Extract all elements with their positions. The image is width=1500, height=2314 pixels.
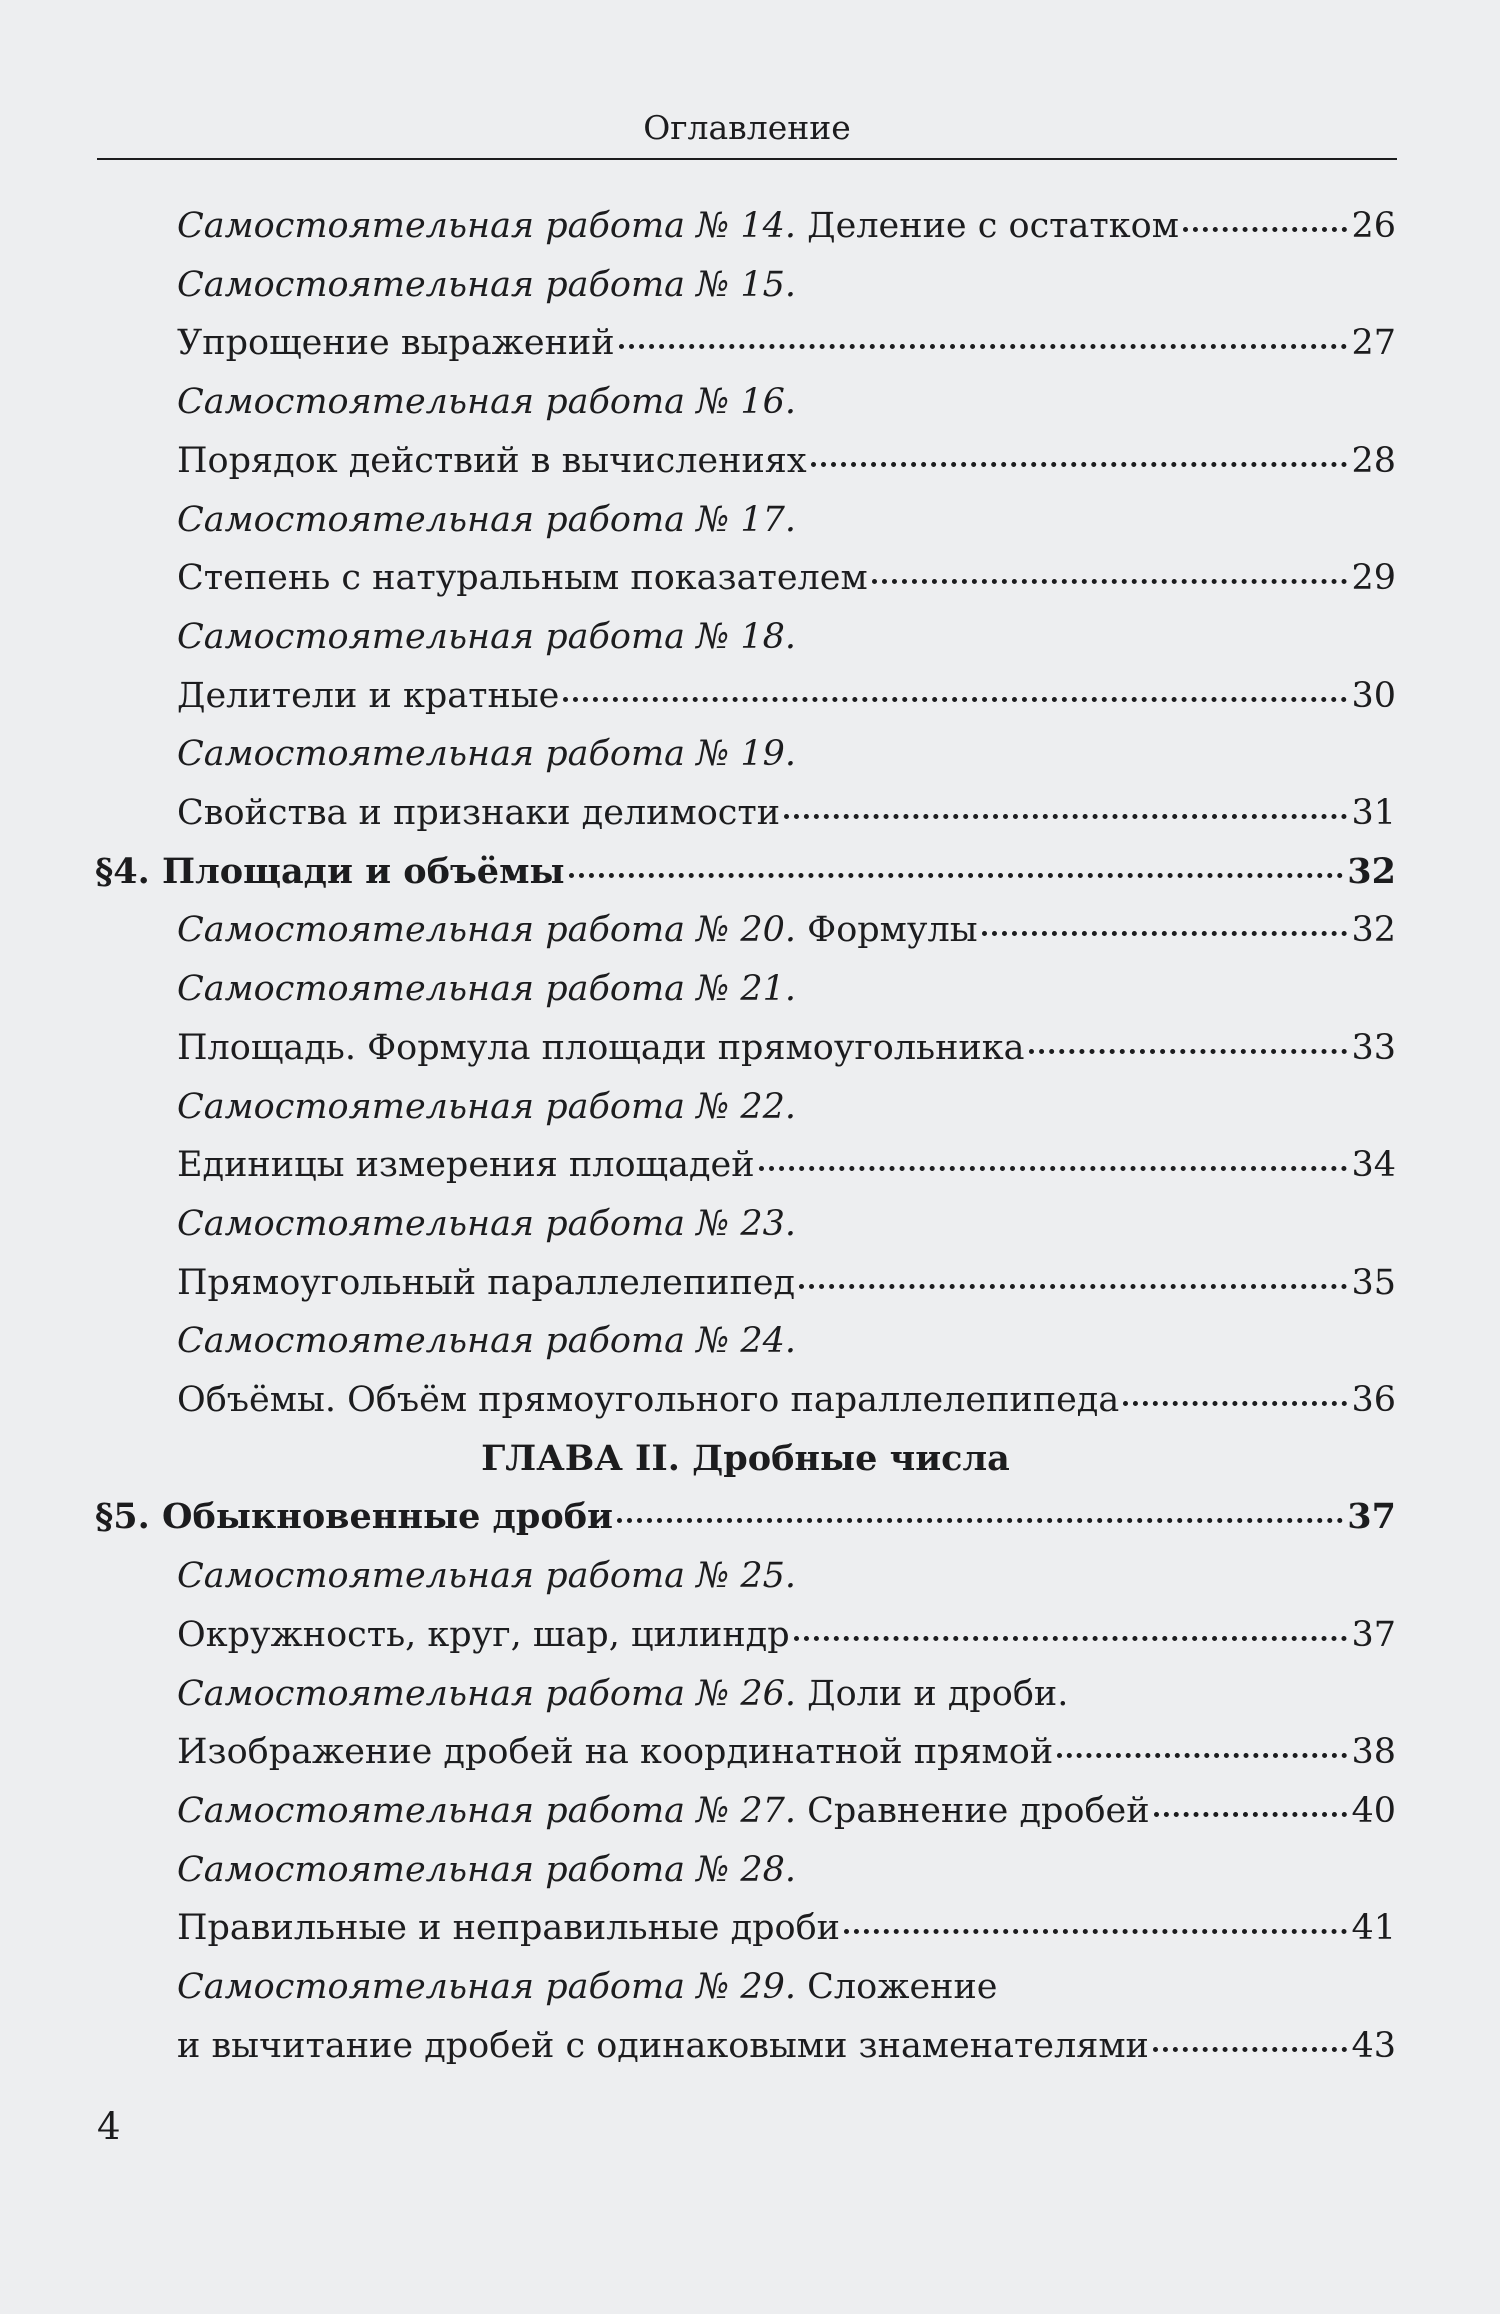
toc-entry-title bbox=[177, 1140, 755, 1190]
toc-entry-text: Изображение дробей на координатной прямой bbox=[177, 1732, 1054, 1772]
toc-entry bbox=[177, 1962, 1396, 2012]
toc-entry bbox=[177, 729, 1396, 779]
toc-entry-text: Делители и кратные bbox=[177, 676, 560, 716]
toc-entry-title bbox=[177, 729, 796, 779]
chapter-heading bbox=[95, 1434, 1396, 1484]
toc-entry bbox=[177, 788, 1396, 838]
toc-page-number: 29 bbox=[1351, 558, 1396, 598]
toc-entry-title bbox=[177, 2021, 1149, 2071]
toc-page-number: 27 bbox=[1351, 323, 1396, 363]
dot-leader bbox=[1123, 1401, 1347, 1406]
toc-entry-text: Окружность, круг, шар, цилиндр bbox=[177, 1615, 790, 1655]
toc-entry bbox=[177, 495, 1396, 545]
toc-entry bbox=[177, 260, 1396, 310]
toc-entry-title bbox=[177, 553, 868, 603]
dot-leader bbox=[982, 931, 1348, 936]
toc-entry-title bbox=[177, 318, 615, 368]
toc-page-number: 28 bbox=[1351, 441, 1396, 481]
toc-entry bbox=[177, 1316, 1396, 1366]
dot-leader bbox=[569, 873, 1344, 878]
toc-entry-title bbox=[95, 1492, 613, 1542]
dot-leader bbox=[1029, 1049, 1348, 1054]
toc-entry-text: Правильные и неправильные дроби bbox=[177, 1908, 841, 1948]
toc-entry-work-label: Самостоятельная работа № 29. bbox=[177, 1967, 797, 2007]
toc-entry-text: Степень с натуральным показателем bbox=[177, 558, 868, 598]
toc-entry bbox=[177, 1669, 1396, 1719]
toc-entry-title bbox=[177, 1023, 1025, 1073]
page-header: Оглавление bbox=[643, 108, 851, 147]
toc-entry-title bbox=[95, 847, 565, 897]
toc-entry-title bbox=[177, 964, 796, 1014]
toc-entry-title bbox=[177, 1316, 796, 1366]
toc-entry bbox=[177, 1199, 1396, 1249]
toc-page-number: 36 bbox=[1351, 1380, 1396, 1420]
toc-entry-work-label: Самостоятельная работа № 23. bbox=[177, 1204, 797, 1244]
toc-entry-work-label: Самостоятельная работа № 17. bbox=[177, 500, 797, 540]
toc-section bbox=[95, 847, 1396, 897]
toc-entry-work-label: Самостоятельная работа № 28. bbox=[177, 1850, 797, 1890]
toc-entry bbox=[177, 377, 1396, 427]
toc-entry bbox=[177, 1845, 1396, 1895]
toc-entry-work-label: Самостоятельная работа № 14. bbox=[177, 206, 797, 246]
toc-entry bbox=[177, 436, 1396, 486]
toc-page-number: 34 bbox=[1351, 1145, 1396, 1185]
toc-entry-text: Единицы измерения площадей bbox=[177, 1145, 755, 1185]
toc-entry-text: ГЛАВА II. Дробные числа bbox=[481, 1438, 1010, 1479]
toc-entry bbox=[177, 1786, 1396, 1836]
header-rule bbox=[97, 158, 1397, 160]
toc-entry-title bbox=[177, 1551, 796, 1601]
toc-entry bbox=[177, 1258, 1396, 1308]
toc-entry bbox=[177, 905, 1396, 955]
toc-section bbox=[95, 1492, 1396, 1542]
toc-page-number: 40 bbox=[1351, 1791, 1396, 1831]
toc-entry-title bbox=[177, 1903, 840, 1953]
toc-entry bbox=[177, 1903, 1396, 1953]
toc-entry-work-label: Самостоятельная работа № 18. bbox=[177, 617, 797, 657]
toc-entry-work-label: Самостоятельная работа № 21. bbox=[177, 969, 797, 1009]
toc-entry-title bbox=[177, 377, 796, 427]
dot-leader bbox=[1154, 1812, 1348, 1817]
toc-page-number: 32 bbox=[1351, 910, 1396, 950]
toc-entry-title bbox=[177, 905, 978, 955]
toc-entry-title bbox=[177, 1727, 1053, 1777]
toc-entry-title bbox=[177, 1845, 796, 1895]
toc-entry-text: §4. Площади и объёмы bbox=[95, 851, 565, 892]
toc-entry-title bbox=[177, 1610, 790, 1660]
toc-entry bbox=[177, 1727, 1396, 1777]
dot-leader bbox=[784, 814, 1347, 819]
dot-leader bbox=[872, 579, 1348, 584]
toc-entry bbox=[177, 553, 1396, 603]
toc-entry-title bbox=[177, 260, 796, 310]
toc-entry-text: Упрощение выражений bbox=[177, 323, 615, 363]
toc-entry-title bbox=[481, 1434, 1010, 1484]
toc-entry-work-label: Самостоятельная работа № 26. bbox=[177, 1674, 797, 1714]
toc-entry bbox=[177, 1082, 1396, 1132]
dot-leader bbox=[1183, 227, 1348, 232]
dot-leader bbox=[619, 344, 1348, 349]
dot-leader bbox=[811, 462, 1348, 467]
toc-entry-title bbox=[177, 1375, 1119, 1425]
toc-page-number: 35 bbox=[1351, 1263, 1396, 1303]
toc-entry bbox=[177, 201, 1396, 251]
toc-entry-work-label: Самостоятельная работа № 22. bbox=[177, 1087, 797, 1127]
toc-entry-text: Порядок действий в вычислениях bbox=[177, 441, 807, 481]
toc-entry-work-label: Самостоятельная работа № 20. bbox=[177, 910, 797, 950]
toc-page-number: 43 bbox=[1351, 2026, 1396, 2066]
dot-leader bbox=[794, 1636, 1348, 1641]
dot-leader bbox=[799, 1284, 1347, 1289]
toc-entry-title bbox=[177, 1962, 998, 2012]
toc-entry-title bbox=[177, 1786, 1150, 1836]
toc-entry bbox=[177, 671, 1396, 721]
toc-entry bbox=[177, 1140, 1396, 1190]
toc-entry-text: и вычитание дробей с одинаковыми знаменателями bbox=[177, 2026, 1149, 2066]
toc-entry bbox=[177, 964, 1396, 1014]
toc-entry-work-label: Самостоятельная работа № 24. bbox=[177, 1321, 797, 1361]
toc-page-number: 37 bbox=[1351, 1615, 1396, 1655]
toc-entry bbox=[177, 2021, 1396, 2071]
toc-entry-work-label: Самостоятельная работа № 19. bbox=[177, 734, 797, 774]
toc-entry-work-label: Самостоятельная работа № 16. bbox=[177, 382, 797, 422]
dot-leader bbox=[563, 697, 1347, 702]
toc-entry-text: Площадь. Формула площади прямоугольника bbox=[177, 1028, 1025, 1068]
toc-entry-title bbox=[177, 495, 796, 545]
toc-page-number: 33 bbox=[1351, 1028, 1396, 1068]
toc-page-number: 38 bbox=[1351, 1732, 1396, 1772]
dot-leader bbox=[759, 1166, 1348, 1171]
page-number: 4 bbox=[97, 2105, 121, 2148]
toc-entry-title bbox=[177, 1199, 796, 1249]
toc-page-number: 30 bbox=[1351, 676, 1396, 716]
toc-entry-work-label: Самостоятельная работа № 25. bbox=[177, 1556, 797, 1596]
toc-entry-text: Прямоугольный параллелепипед bbox=[177, 1263, 796, 1303]
toc-entry-title bbox=[177, 612, 796, 662]
dot-leader bbox=[1057, 1753, 1347, 1758]
toc-entry-title bbox=[177, 436, 807, 486]
toc-entry-title bbox=[177, 1258, 795, 1308]
toc-entry-title bbox=[177, 1669, 1068, 1719]
toc-entry bbox=[177, 1551, 1396, 1601]
toc-entry-text: Объёмы. Объём прямоугольного параллелепипеда bbox=[177, 1380, 1120, 1420]
toc-entry bbox=[177, 318, 1396, 368]
toc-entry bbox=[177, 1023, 1396, 1073]
toc-page-number: 37 bbox=[1347, 1496, 1396, 1537]
dot-leader bbox=[1153, 2047, 1348, 2052]
toc-entry-text: Свойства и признаки делимости bbox=[177, 793, 781, 833]
dot-leader bbox=[844, 1929, 1347, 1934]
toc-entry-text: Формулы bbox=[796, 910, 978, 950]
toc-entry-title bbox=[177, 788, 780, 838]
toc-entry-text: Сравнение дробей bbox=[796, 1791, 1150, 1831]
toc-entry-title bbox=[177, 1082, 796, 1132]
dot-leader bbox=[617, 1518, 1343, 1523]
toc-page-number: 31 bbox=[1351, 793, 1396, 833]
toc-page-number: 26 bbox=[1351, 206, 1396, 246]
toc-page-number: 32 bbox=[1347, 851, 1396, 892]
toc-entry-work-label: Самостоятельная работа № 27. bbox=[177, 1791, 797, 1831]
toc-entry-text: Доли и дроби. bbox=[796, 1674, 1069, 1714]
toc-entry-title bbox=[177, 671, 559, 721]
toc-entry-work-label: Самостоятельная работа № 15. bbox=[177, 265, 797, 305]
toc-entry bbox=[177, 1610, 1396, 1660]
toc-entry bbox=[177, 612, 1396, 662]
toc-page-number: 41 bbox=[1351, 1908, 1396, 1948]
toc-entry-title bbox=[177, 201, 1179, 251]
toc-entry-text: Сложение bbox=[796, 1967, 998, 2007]
toc-entry bbox=[177, 1375, 1396, 1425]
toc-entry-text: §5. Обыкновенные дроби bbox=[95, 1496, 613, 1537]
toc-entry-text: Деление с остатком bbox=[796, 206, 1179, 246]
